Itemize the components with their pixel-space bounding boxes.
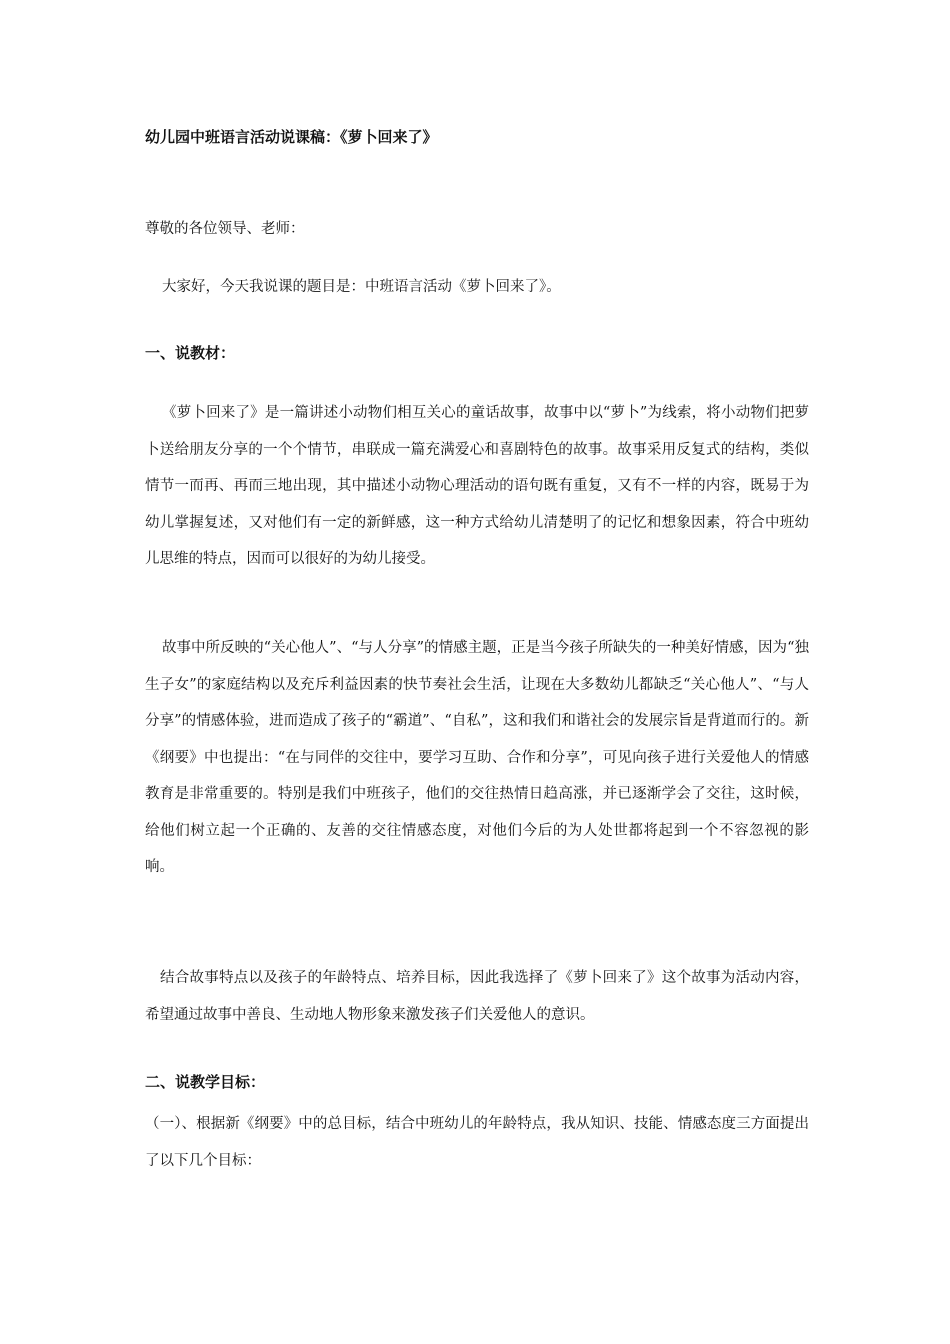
paragraph-material-3: 结合故事特点以及孩子的年龄特点、培养目标，因此我选择了《萝卜回来了》这个故事为活动内容，希望通过故事中善良、生动地人物形象来激发孩子们关爱他人的意识。 bbox=[145, 970, 809, 1023]
paragraph-material-1: 《萝卜回来了》是一篇讲述小动物们相互关心的童话故事，故事中以“萝卜”为线索，将小动物们把萝卜送给朋友分享的一个个情节，串联成一篇充满爱心和喜剧特色的故事。故事采用反复式的结构，类似情节一而再、再而三地出现，其中描述小动物心理活动的语句既有重复，又有不一样的内容，既易于为幼儿掌握复述，又对他们有一定的新鲜感，这一种方式给幼儿清楚明了的记忆和想象因素，符合中班幼儿思维的特点，因而可以很好的为幼儿接受。 bbox=[145, 405, 809, 567]
intro-paragraph: 大家好，今天我说课的题目是：中班语言活动《萝卜回来了》。 bbox=[162, 279, 561, 295]
document-title: 幼儿园中班语言活动说课稿：《萝卜回来了》 bbox=[145, 128, 438, 146]
paragraph-goals-1: （一）、根据新《纲要》中的总目标，结合中班幼儿的年龄特点，我从知识、技能、情感态度三方面提出了以下几个目标： bbox=[145, 1116, 809, 1169]
section-heading-teaching-material: 一、说教材： bbox=[145, 344, 236, 362]
salutation: 尊敬的各位领导、老师： bbox=[145, 221, 305, 237]
section-heading-teaching-goals: 二、说教学目标： bbox=[145, 1073, 266, 1091]
paragraph-material-2: 故事中所反映的“关心他人”、“与人分享”的情感主题，正是当今孩子所缺失的一种美好情感，因为“独生子女”的家庭结构以及充斥利益因素的快节奏社会生活，让现在大多数幼儿都缺乏“关心他人”、“与人分享”的情感体验，进而造成了孩子的“霸道”、“自私”，这和我们和谐社会的发展宗旨是背道而行的。新《纲要》中也提出：“在与同伴的交往中，要学习互助、合作和分享”，可见向孩子进行关爱他人的情感教育是非常重要的。特别是我们中班孩子，他们的交往热情日趋高涨，并已逐渐学会了交往，这时候，给他们树立起一个正确的、友善的交往情感态度，对他们今后的为人处世都将起到一个不容忽视的影响。 bbox=[145, 640, 809, 875]
